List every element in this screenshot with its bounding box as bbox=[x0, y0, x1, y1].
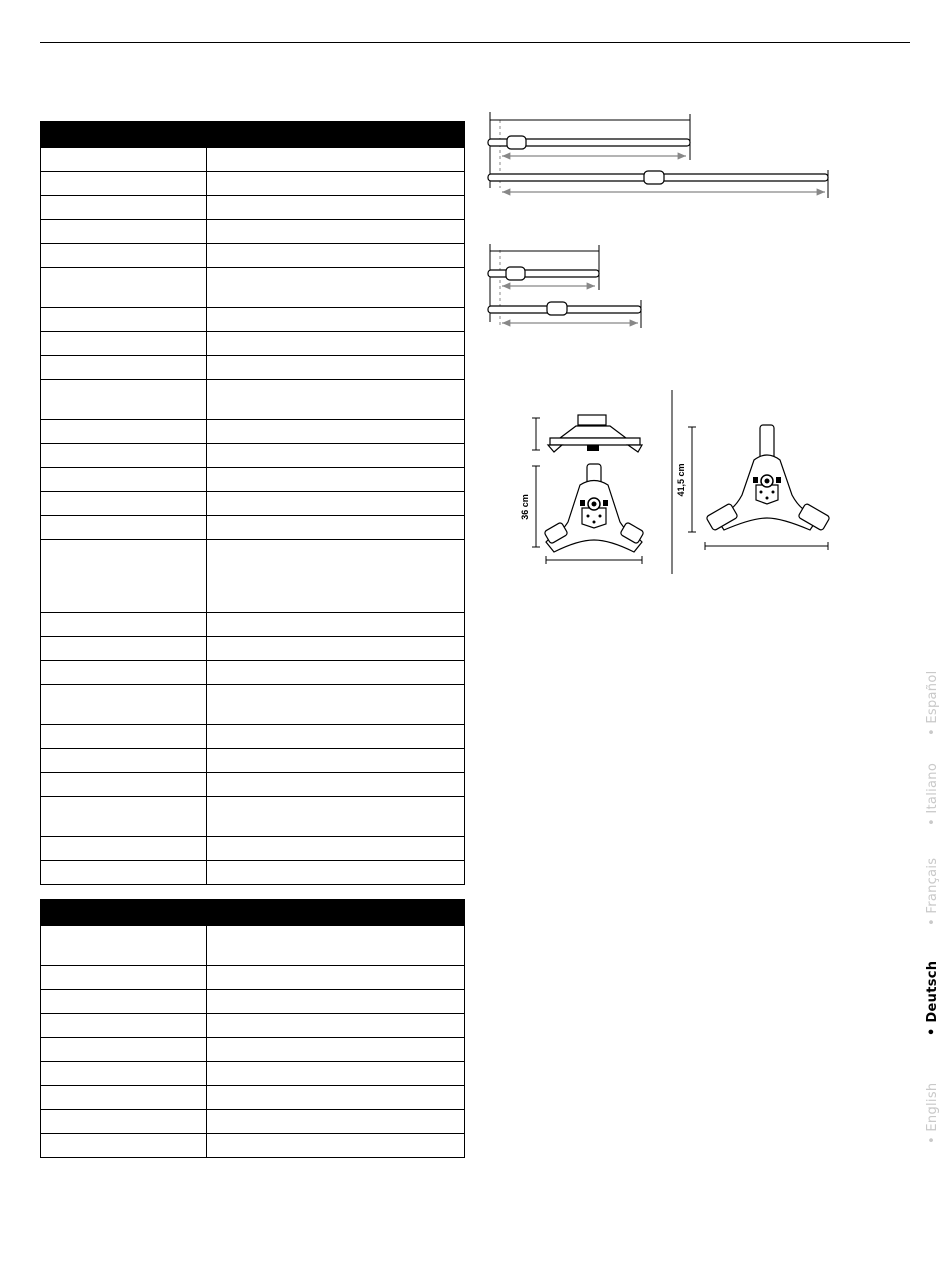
table-cell-value bbox=[207, 1062, 465, 1086]
table-header-cell bbox=[207, 900, 465, 926]
language-tab-francais[interactable]: • Français bbox=[925, 857, 940, 926]
table-cell-key bbox=[41, 1062, 207, 1086]
table-cell-value bbox=[207, 220, 465, 244]
table-row bbox=[41, 220, 465, 244]
table-cell-key bbox=[41, 148, 207, 172]
language-tab-deutsch[interactable]: • Deutsch bbox=[925, 960, 940, 1036]
table-row bbox=[41, 990, 465, 1014]
table-row bbox=[41, 926, 465, 966]
table-row bbox=[41, 268, 465, 308]
table-cell-value bbox=[207, 148, 465, 172]
table-row bbox=[41, 356, 465, 380]
table-cell-key bbox=[41, 861, 207, 885]
table-cell-value bbox=[207, 797, 465, 837]
table-header-cell bbox=[41, 122, 207, 148]
table-cell-value bbox=[207, 380, 465, 420]
table-row bbox=[41, 1014, 465, 1038]
table-cell-value bbox=[207, 172, 465, 196]
table-cell-value bbox=[207, 468, 465, 492]
table-cell-value bbox=[207, 1134, 465, 1158]
table-cell-key bbox=[41, 637, 207, 661]
table-cell-value bbox=[207, 773, 465, 797]
table-cell-key bbox=[41, 749, 207, 773]
table-row bbox=[41, 685, 465, 725]
table-cell-value bbox=[207, 332, 465, 356]
table-cell-key bbox=[41, 196, 207, 220]
height-label-left: 36 cm bbox=[520, 494, 530, 520]
table-header-row bbox=[41, 900, 465, 926]
table-cell-key bbox=[41, 516, 207, 540]
top-rule bbox=[40, 42, 910, 43]
table-cell-value bbox=[207, 492, 465, 516]
table-cell-key bbox=[41, 492, 207, 516]
table-cell-key bbox=[41, 172, 207, 196]
table-cell-value bbox=[207, 268, 465, 308]
table-cell-key bbox=[41, 661, 207, 685]
table-row bbox=[41, 773, 465, 797]
table-row bbox=[41, 196, 465, 220]
table-cell-key bbox=[41, 685, 207, 725]
pole-clamp bbox=[644, 171, 664, 184]
table-cell-key bbox=[41, 966, 207, 990]
table-cell-key bbox=[41, 268, 207, 308]
table-cell-value bbox=[207, 637, 465, 661]
base-side-view bbox=[532, 415, 642, 452]
table-cell-key bbox=[41, 420, 207, 444]
table-row bbox=[41, 725, 465, 749]
table-cell-value bbox=[207, 926, 465, 966]
table-row bbox=[41, 380, 465, 420]
table-cell-key bbox=[41, 1014, 207, 1038]
table-row bbox=[41, 837, 465, 861]
table-cell-value bbox=[207, 1038, 465, 1062]
table-row bbox=[41, 244, 465, 268]
table-cell-key bbox=[41, 797, 207, 837]
table-cell-value bbox=[207, 196, 465, 220]
table-row bbox=[41, 613, 465, 637]
table-row bbox=[41, 1038, 465, 1062]
table-cell-key bbox=[41, 380, 207, 420]
language-navigation bbox=[925, 620, 950, 1180]
table-cell-value bbox=[207, 540, 465, 613]
table-row bbox=[41, 966, 465, 990]
table-row bbox=[41, 749, 465, 773]
table-cell-value bbox=[207, 308, 465, 332]
table-cell-key bbox=[41, 468, 207, 492]
table-cell-value bbox=[207, 990, 465, 1014]
telescope-pole-long-set bbox=[488, 112, 828, 198]
table-row bbox=[41, 540, 465, 613]
language-tab-english[interactable]: • English bbox=[925, 1082, 940, 1144]
table-cell-value bbox=[207, 837, 465, 861]
table-cell-value bbox=[207, 861, 465, 885]
table-cell-key bbox=[41, 540, 207, 613]
language-tab-italiano[interactable]: • Italiano bbox=[925, 762, 940, 826]
pole-clamp bbox=[506, 267, 525, 280]
table-row bbox=[41, 797, 465, 837]
table-row bbox=[41, 308, 465, 332]
table-cell-key bbox=[41, 244, 207, 268]
table-row bbox=[41, 148, 465, 172]
table-row bbox=[41, 661, 465, 685]
table-row bbox=[41, 637, 465, 661]
table-row bbox=[41, 332, 465, 356]
table-cell-key bbox=[41, 725, 207, 749]
table-cell-value bbox=[207, 1014, 465, 1038]
table-cell-key bbox=[41, 1134, 207, 1158]
table-cell-value bbox=[207, 613, 465, 637]
table-row bbox=[41, 172, 465, 196]
table-cell-key bbox=[41, 332, 207, 356]
table-row bbox=[41, 420, 465, 444]
table-cell-key bbox=[41, 220, 207, 244]
pole-collapsed bbox=[488, 270, 599, 277]
table-row bbox=[41, 1134, 465, 1158]
table-cell-value bbox=[207, 966, 465, 990]
table-cell-value bbox=[207, 516, 465, 540]
height-label-right: 41,5 cm bbox=[676, 463, 686, 497]
table-row bbox=[41, 861, 465, 885]
telescope-pole-short-set bbox=[488, 244, 641, 328]
table-cell-value bbox=[207, 661, 465, 685]
table-cell-key bbox=[41, 773, 207, 797]
table-cell-value bbox=[207, 356, 465, 380]
spec-table-secondary bbox=[40, 899, 465, 1158]
table-cell-key bbox=[41, 444, 207, 468]
table-header-cell bbox=[207, 122, 465, 148]
table-cell-key bbox=[41, 990, 207, 1014]
table-cell-key bbox=[41, 613, 207, 637]
table-row bbox=[41, 444, 465, 468]
product-dimension-diagram bbox=[470, 100, 870, 590]
table-cell-value bbox=[207, 685, 465, 725]
base-top-view-small bbox=[520, 464, 644, 564]
table-cell-key bbox=[41, 308, 207, 332]
table-row bbox=[41, 1086, 465, 1110]
table-row bbox=[41, 468, 465, 492]
spec-table-main bbox=[40, 121, 465, 885]
table-cell-value bbox=[207, 420, 465, 444]
table-cell-value bbox=[207, 444, 465, 468]
table-cell-key bbox=[41, 1110, 207, 1134]
table-cell-value bbox=[207, 1110, 465, 1134]
table-cell-value bbox=[207, 749, 465, 773]
pole-clamp bbox=[507, 136, 526, 149]
table-cell-key bbox=[41, 837, 207, 861]
table-row bbox=[41, 516, 465, 540]
table-row bbox=[41, 1062, 465, 1086]
table-cell-key bbox=[41, 1038, 207, 1062]
table-cell-value bbox=[207, 725, 465, 749]
pole-clamp bbox=[547, 302, 567, 315]
table-row bbox=[41, 1110, 465, 1134]
table-cell-key bbox=[41, 926, 207, 966]
base-top-view-large bbox=[676, 425, 830, 550]
table-cell-value bbox=[207, 244, 465, 268]
table-cell-key bbox=[41, 1086, 207, 1110]
table-header-cell bbox=[41, 900, 207, 926]
table-row bbox=[41, 492, 465, 516]
table-cell-key bbox=[41, 356, 207, 380]
language-tab-espanol[interactable]: • Español bbox=[925, 670, 940, 736]
table-cell-value bbox=[207, 1086, 465, 1110]
table-header-row bbox=[41, 122, 465, 148]
